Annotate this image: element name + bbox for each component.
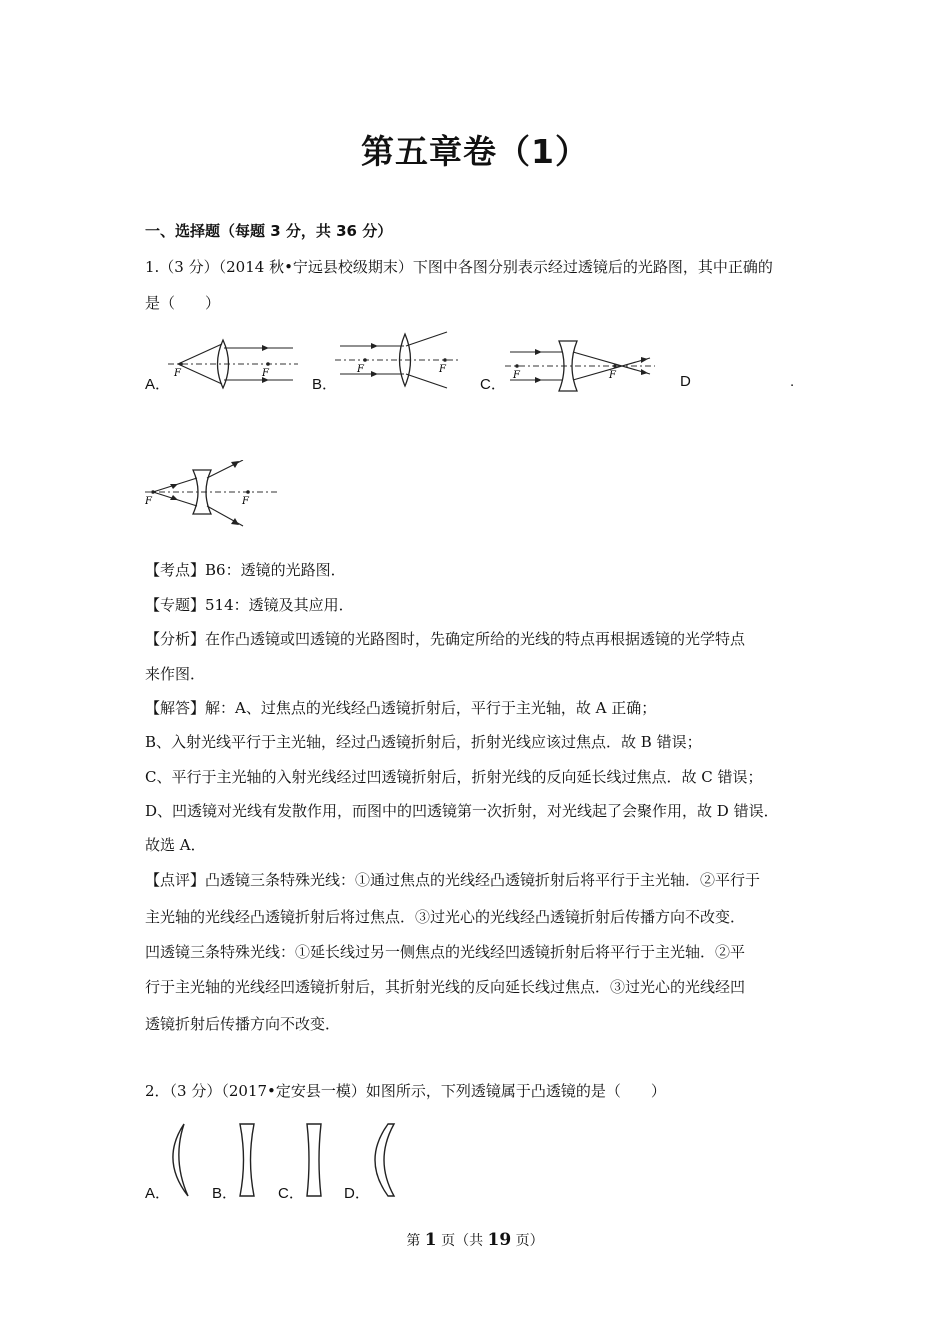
q2-option-a-label: A． [145,1185,171,1202]
q1-jieda-2: B、入射光线平行于主光轴，经过凸透镜折射后，折射光线应该过焦点．故 B 错误； [145,733,702,751]
footer-prefix: 第 [406,1233,425,1249]
focus-label: F [357,364,364,375]
q1-option-c-label: C． [480,376,506,393]
q1-diagram-c [505,338,655,394]
section-heading: 一、选择题（每题 3 分，共 36 分） [145,222,393,240]
focus-label: F [174,368,181,379]
q1-dianping-2: 主光轴的光线经凸透镜折射后将过焦点．③过光心的光线经凸透镜折射后传播方向不改变． [145,908,746,926]
q1-diagram-a [168,336,298,392]
q2-lens-d [368,1122,398,1198]
q1-diagram-d [145,460,285,530]
footer-page-number: 1 [424,1230,437,1250]
footer-suffix: 页） [511,1233,544,1249]
q1-dianping-5: 透镜折射后传播方向不改变． [145,1015,341,1033]
q2-lens-c [302,1122,326,1198]
q1-stem-line2: 是（ ） [145,294,221,312]
q1-jieda-5: 故选 A． [145,836,206,854]
focus-label: F [242,496,249,507]
focus-label: F [609,370,616,381]
focus-label: F [145,496,152,507]
q2-option-c-label: C． [278,1185,304,1202]
q1-kaodian: 【考点】B6：透镜的光路图． [145,561,346,579]
q1-stem-line1: 1.（3 分）（2014 秋•宁远县校级期末）下图中各图分别表示经过透镜后的光路图，其中正确的 [145,258,773,276]
q1-jieda-1: 【解答】解：A、过焦点的光线经凸透镜折射后，平行于主光轴，故 A 正确； [145,699,657,717]
focus-label: F [439,364,446,375]
q1-diagram-b [335,330,460,390]
focus-label: F [262,368,269,379]
q1-jieda-3: C、平行于主光轴的入射光线经过凹透镜折射后，折射光线的反向延长线过焦点．故 C 错误； [145,768,763,786]
footer-total-pages: 19 [487,1230,512,1250]
q2-stem: 2．（3 分）（2017•定安县一模）如图所示，下列透镜属于凸透镜的是（ ） [145,1082,666,1100]
q1-option-a-label: A． [145,376,171,393]
q2-lens-a [168,1122,194,1198]
q1-option-d-end: . [790,373,795,390]
focus-label: F [513,370,520,381]
page-footer [0,1230,950,1250]
q1-option-b-label: B． [312,376,338,393]
q1-fenxi-2: 来作图． [145,665,206,683]
q2-option-b-label: B． [212,1185,238,1202]
q1-option-d-label: D [680,373,691,390]
q2-option-d-label: D． [344,1185,370,1202]
q2-lens-b [236,1122,260,1198]
page-title: 第五章卷（1） [361,132,589,171]
q1-dianping-3: 凹透镜三条特殊光线：①延长线过另一侧焦点的光线经凹透镜折射后将平行于主光轴．②平 [145,943,746,961]
q1-dianping-1: 【点评】凸透镜三条特殊光线：①通过焦点的光线经凸透镜折射后将平行于主光轴．②平行于 [145,871,761,889]
q1-jieda-4: D、凹透镜对光线有发散作用，而图中的凹透镜第一次折射，对光线起了会聚作用，故 D 错误． [145,802,779,820]
footer-mid: 页（共 [436,1233,488,1249]
q1-fenxi-1: 【分析】在作凸透镜或凹透镜的光路图时，先确定所给的光线的特点再根据透镜的光学特点 [145,630,746,648]
q1-zhuanti: 【专题】514：透镜及其应用． [145,596,354,614]
q1-dianping-4: 行于主光轴的光线经凹透镜折射后，其折射光线的反向延长线过焦点．③过光心的光线经凹 [145,978,746,996]
